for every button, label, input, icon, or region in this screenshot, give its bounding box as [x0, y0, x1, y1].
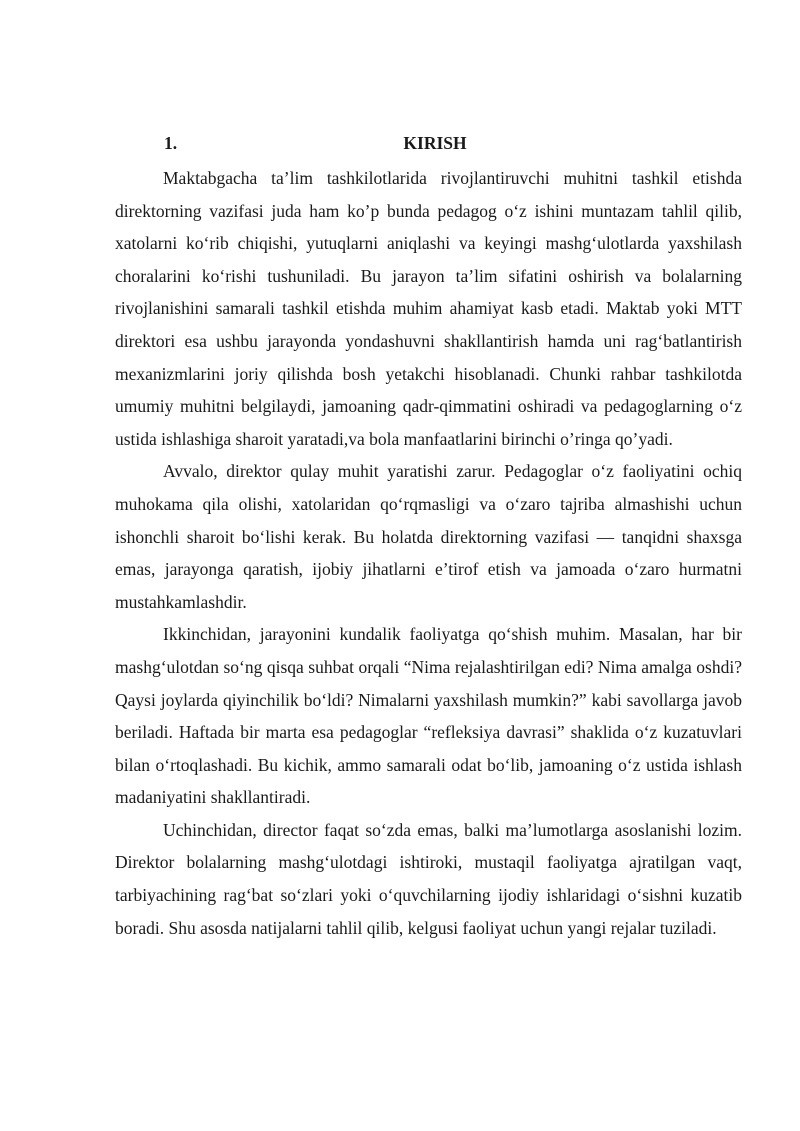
paragraph: Maktabgacha ta’lim tashkilotlarida rivojlantiruvchi muhitni tashkil etishda direktorning vazifasi juda ham ko’p bunda pedagog o‘z ishini muntazam tahlil qilib, xatolarni ko‘rib chiqishi, yutuqlarni aniqlashi va keyingi mashg‘ulotlarda yaxshilash choralarini ko‘rishi tushuniladi. Bu jarayon ta’lim sifatini oshirish va bolalarning rivojlanishini samarali tashkil etishda muhim ahamiyat kasb etadi. Maktab yoki MTT direktori esa ushbu jarayonda yondashuvni shakllantirish hamda uni rag‘batlantirish mexanizmlarini joriy qilishda bosh yetakchi hisoblanadi. Chunki rahbar tashkilotda umumiy muhitni belgilaydi, jamoaning qadr-qimmatini oshiradi va pedagoglarning o‘z ustida ishlashiga sharoit yaratadi,va bola manfaatlarini birinchi o’ringa qo’yadi. — [115, 168, 742, 449]
document-body — [115, 162, 742, 944]
section-title: KIRISH — [403, 133, 467, 153]
section-heading — [115, 133, 742, 159]
paragraph: Uchinchidan, director faqat so‘zda emas, balki ma’lumotlarga asoslanishi lozim. Direktor bolalarning mashg‘ulotdagi ishtiroki, mustaqil faoliyatga ajratilgan vaqt, tarbiyachining rag‘bat so‘zlari yoki o‘quvchilarning ijodiy ishlaridagi o‘sishni kuzatib boradi. Shu asosda natijalarni tahlil qilib, kelgusi faoliyat uchun yangi rejalar tuziladi. — [115, 819, 742, 938]
paragraph: Ikkinchidan, jarayonini kundalik faoliyatga qo‘shish muhim. Masalan, har bir mashg‘ulotdan so‘ng qisqa suhbat orqali “Nima rejalashtirilgan edi? Nima amalga oshdi? Qaysi joylarda qiyinchilik bo‘ldi? Nimalarni yaxshilash mumkin?” kabi savollarga javob beriladi. Haftada bir marta esa pedagoglar “refleksiya davrasi” shaklida o‘z kuzatuvlari bilan o‘rtoqlashadi. Bu kichik, ammo samarali odat bo‘lib, jamoaning o‘z ustida ishlash madaniyatini shakllantiradi. — [115, 624, 742, 808]
section-number: 1. — [164, 133, 178, 153]
paragraph: Avvalo, direktor qulay muhit yaratishi zarur. Pedagoglar o‘z faoliyatini ochiq muhokama qila olishi, xatolaridan qo‘rqmasligi va o‘zaro tajriba almashishi uchun ishonchli sharoit bo‘lishi kerak. Bu holatda direktorning vazifasi — tanqidni shaxsga emas, jarayonga qaratish, ijobiy jihatlarni e’tirof etish va jamoada o‘zaro hurmatni mustahkamlashdir. — [115, 461, 742, 612]
